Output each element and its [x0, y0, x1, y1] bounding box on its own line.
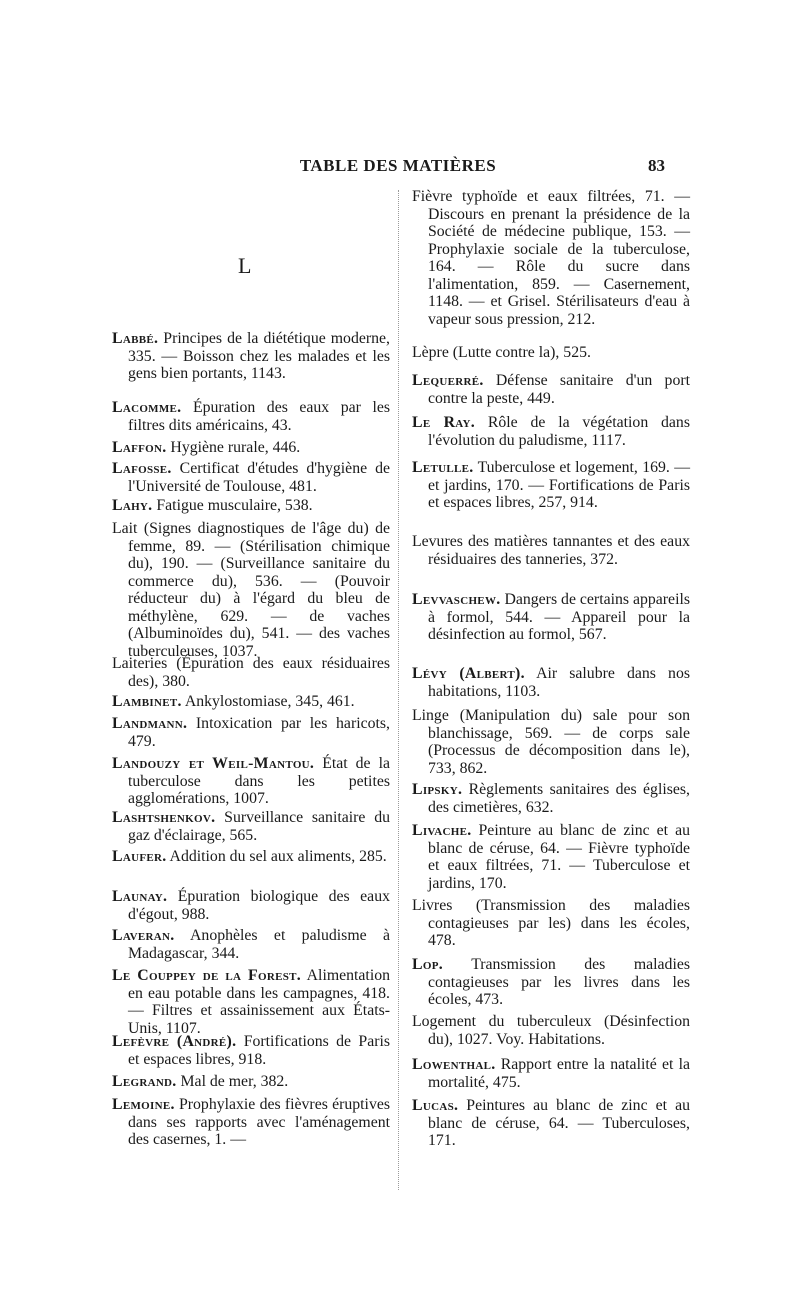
index-entry — [412, 665, 690, 700]
entry-name: Lashtshenkov. — [112, 809, 216, 826]
entry-text: Levures des matières tannantes et des eaux résiduaires des tanneries, 372. — [412, 533, 690, 568]
entry-name: Lefèvre (André). — [112, 1033, 237, 1050]
entry-text: Certificat d'études d'hygiène de l'Université de Toulouse, 481. — [128, 460, 390, 495]
index-entry — [112, 755, 390, 808]
entry-text: Livres (Transmission des maladies contagieuses par les) dans les écoles, 478. — [412, 897, 690, 949]
entry-name: Labbé. — [112, 330, 159, 347]
entry-text: Laiteries (Épuration des eaux résiduaires des), 380. — [112, 655, 390, 690]
index-entry — [112, 1073, 390, 1091]
entry-name: Letulle. — [412, 459, 474, 476]
index-entry — [112, 497, 390, 515]
index-entry — [412, 897, 690, 950]
index-entry — [112, 967, 390, 1037]
index-entry — [412, 781, 690, 816]
entry-name: Lafosse. — [112, 460, 172, 477]
entry-text: Fièvre typhoïde et eaux filtrées, 71. — Discours en prenant la présidence de la Société de médecine publique, 153. — Prophylaxie sociale de la tuberculose, 164. — Rôle du sucre dans l'alimentation, 859. — Casernement, 1148. — et Grisel. Stérilisateurs d'eau à vapeur sous pression, 212. — [412, 188, 690, 328]
section-letter: L — [238, 253, 252, 278]
entry-name: Legrand. — [112, 1073, 177, 1090]
entry-text: Défense sanitaire d'un port contre la peste, 449. — [428, 372, 690, 407]
index-entry — [112, 655, 390, 690]
entry-text: Rôle de la végétation dans l'évolution du paludisme, 1117. — [428, 414, 690, 449]
index-entry — [112, 460, 390, 495]
entry-text: Peinture au blanc de zinc et au blanc de céruse, 64. — Fièvre typhoïde et eaux filtrées, 71. — Tuberculose et jardins, 170. — [428, 822, 690, 892]
index-entry — [412, 591, 690, 644]
entry-name: Lipsky. — [412, 781, 463, 798]
running-header-title: TABLE DES MATIÈRES — [299, 156, 497, 175]
entry-name: Lambinet. — [112, 693, 182, 710]
page-number: 83 — [648, 156, 665, 175]
index-entry — [112, 848, 390, 866]
entry-text: État de la tuberculose dans les petites agglomérations, 1007. — [128, 755, 390, 807]
entry-text: Épuration des eaux par les filtres dits américains, 43. — [128, 399, 390, 434]
index-entry — [412, 822, 690, 892]
entry-text: Hygiène rurale, 446. — [166, 439, 301, 456]
entry-text: Règlements sanitaires des églises, des cimetières, 632. — [428, 781, 690, 816]
entry-text: Rapport entre la natalité et la mortalité, 475. — [428, 1056, 690, 1091]
entry-text: Lèpre (Lutte contre la), 525. — [412, 344, 591, 361]
index-entry — [112, 1033, 390, 1068]
entry-text: Mal de mer, 382. — [176, 1073, 289, 1090]
entry-text: Surveillance sanitaire du gaz d'éclairage, 565. — [128, 809, 390, 844]
index-entry — [112, 330, 390, 383]
entry-name: Levvaschew. — [412, 591, 501, 608]
index-entry — [112, 809, 390, 844]
index-entry — [112, 520, 390, 660]
index-entry — [412, 1097, 690, 1150]
entry-name: Lequerré. — [412, 372, 484, 389]
index-entry — [112, 1096, 390, 1149]
entry-text: Linge (Manipulation du) sale pour son blanchissage, 569. — de corps sale (Processus de décomposition dans le), 733, 862. — [412, 707, 690, 777]
entry-name: Landmann. — [112, 715, 188, 732]
entry-text: Lait (Signes diagnostiques de l'âge du) de femme, 89. — (Stérilisation chimique du), 190. — (Surveillance sanitaire du commerce du), 536. — (Pouvoir réducteur du) à l'égard du bleu de méthylène, 629. — de vaches (Albuminoïdes du), 541. — des vaches tuberculeuses, 1037. — [112, 520, 390, 660]
entry-text: Dangers de certains appareils à formol, 544. — Appareil pour la désinfection au formol, 567. — [428, 591, 690, 643]
index-entry — [112, 693, 390, 711]
entry-text: Transmission des maladies contagieuses par les livres dans les écoles, 473. — [428, 956, 690, 1008]
entry-name: Le Ray. — [412, 414, 476, 431]
entry-name: Lowenthal. — [412, 1056, 496, 1073]
entry-name: Lévy (Albert). — [412, 665, 525, 682]
entry-text: Ankylostomiase, 345, 461. — [181, 693, 355, 710]
entry-text: Principes de la diététique moderne, 335. — Boisson chez les malades et les gens bien portants, 1143. — [128, 330, 390, 382]
index-entry — [412, 459, 690, 512]
index-entry — [412, 956, 690, 1009]
entry-text: Tuberculose et logement, 169. — et jardins, 170. — Fortifications de Paris et espaces libres, 257, 914. — [428, 459, 690, 511]
entry-text: Peintures au blanc de zinc et au blanc de céruse, 64. — Tuberculoses, 171. — [428, 1097, 690, 1149]
entry-name: Lemoine. — [112, 1096, 175, 1113]
index-entry — [112, 888, 390, 923]
index-entry — [412, 414, 690, 449]
entry-text: Épuration biologique des eaux d'égout, 988. — [128, 888, 390, 923]
entry-text: Prophylaxie des fièvres éruptives dans ses rapports avec l'aménagement des casernes, 1. — — [128, 1096, 390, 1148]
index-entry — [112, 927, 390, 962]
index-entry — [112, 439, 390, 457]
entry-name: Laveran. — [112, 927, 175, 944]
index-entry — [412, 188, 690, 328]
entry-name: Landouzy et Weil-Mantou. — [112, 755, 315, 772]
entry-text: Alimentation en eau potable dans les campagnes, 418. — Filtres et assainissement aux États-Unis, 1107. — [128, 967, 391, 1037]
entry-text: Logement du tuberculeux (Désinfection du), 1027. Voy. Habitations. — [412, 1013, 690, 1048]
entry-text: Fatigue musculaire, 538. — [152, 497, 313, 514]
entry-name: Livache. — [412, 822, 472, 839]
entry-name: Lop. — [412, 956, 443, 973]
index-entry — [412, 707, 690, 777]
entry-name: Lucas. — [412, 1097, 459, 1114]
entry-text: Addition du sel aux aliments, 285. — [166, 848, 387, 865]
index-entry — [412, 372, 690, 407]
entry-text: Air salubre dans nos habitations, 1103. — [428, 665, 690, 700]
entry-text: Anophèles et paludisme à Madagascar, 344. — [128, 927, 390, 962]
index-entry — [412, 344, 690, 362]
entry-text: Fortifications de Paris et espaces libres, 918. — [128, 1033, 391, 1068]
entry-name: Lahy. — [112, 497, 153, 514]
entry-text: Intoxication par les haricots, 479. — [128, 715, 390, 750]
index-entry — [412, 533, 690, 568]
entry-name: Laufer. — [112, 848, 167, 865]
entry-name: Le Couppey de la Forest. — [112, 967, 302, 984]
column-divider — [398, 190, 399, 1190]
entry-name: Lacomme. — [112, 399, 182, 416]
entry-name: Laffon. — [112, 439, 167, 456]
index-entry — [112, 399, 390, 434]
entry-name: Launay. — [112, 888, 168, 905]
index-entry — [112, 715, 390, 750]
index-entry — [412, 1013, 690, 1048]
index-entry — [412, 1056, 690, 1091]
